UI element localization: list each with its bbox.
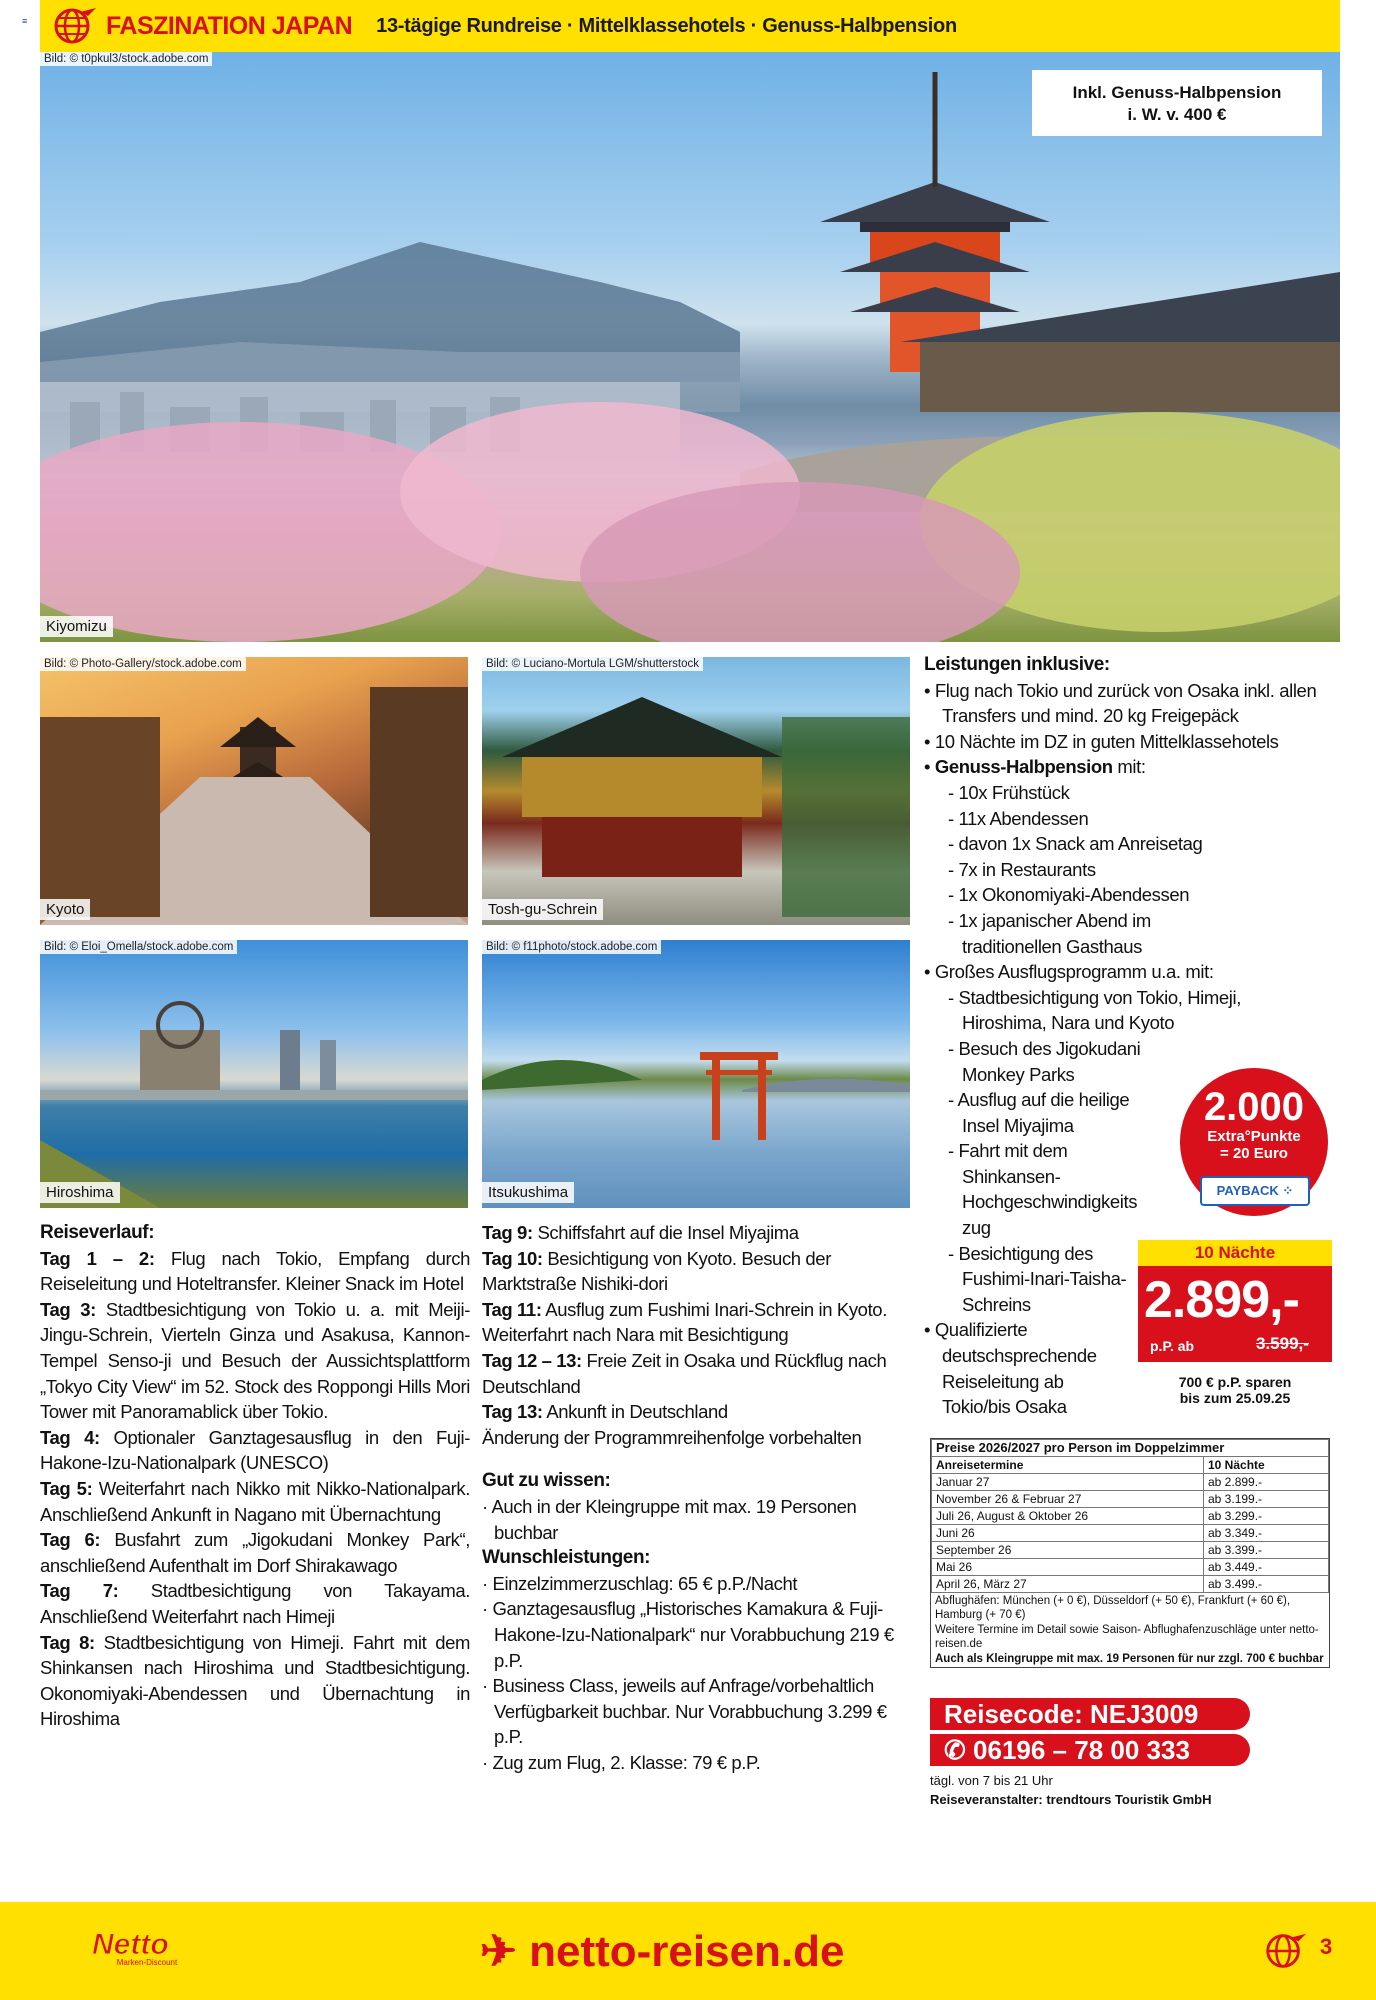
photo-credit: Bild: © f11photo/stock.adobe.com: [482, 940, 661, 954]
itinerary-day: Tag 12 – 13: Freie Zeit in Osaka und Rückflug nach Deutschland: [482, 1349, 887, 1397]
page-number: 3: [1320, 1934, 1333, 1959]
netto-logo[interactable]: Netto Marken-Discount: [92, 1928, 178, 1967]
wish-item: · Zug zum Flug, 2. Klasse: 79 € p.P.: [482, 1751, 761, 1773]
price-box: [1138, 1266, 1332, 1362]
wishes-heading: Wunschleistungen:: [482, 1547, 651, 1569]
itinerary-day: Tag 8: Stadtbesichtigung von Himeji. Fahrt mit dem Shinkansen nach Hiroshima und Stadtbesichtigung. Okonomiyaki-Abendessen und Übernachtung in Hiroshima: [40, 1631, 470, 1730]
price-value: 2.899,-: [1144, 1271, 1299, 1329]
table-row: Mai 26 ab 3.449.-: [932, 1559, 1329, 1576]
price-savings: 700 € p.P. sparen bis zum 25.09.25: [1178, 1374, 1292, 1406]
halbpension-line1: Inkl. Genuss-Halbpension: [1072, 83, 1282, 102]
opening-hours: tägl. von 7 bis 21 Uhr: [930, 1773, 1053, 1788]
itinerary-day: Tag 11: Ausflug zum Fushimi Inari-Schrein in Kyoto. Weiterfahrt nach Nara mit Besichtigung: [482, 1298, 887, 1346]
service-subitem: - 11x Abendessen: [948, 807, 1089, 829]
service-item: • Genuss-Halbpension mit:: [924, 756, 1146, 778]
photo-label: Tosh-gu-Schrein: [482, 899, 603, 920]
photo-label: Kyoto: [40, 899, 90, 920]
header-bar: [22, 0, 1340, 52]
price-table-col1: Anreisetermine: [932, 1457, 1204, 1474]
table-row: November 26 & Februar 27 ab 3.199.-: [932, 1491, 1329, 1508]
photo-credit: Bild: © Photo-Gallery/stock.adobe.com: [40, 657, 246, 671]
service-subitem: - Ausflug auf die heilige Insel Miyajima: [948, 1089, 1130, 1136]
travel-code: Reisecode: NEJ3009: [930, 1698, 1250, 1730]
service-subitem: - Stadtbesichtigung von Tokio, Himeji, Hiroshima, Nara und Kyoto: [948, 986, 1241, 1034]
photo-tosh-gu-schrein: [482, 657, 910, 925]
kyoto-illustration: [40, 657, 468, 925]
good-to-know-item: · Auch in der Kleingruppe mit max. 19 Personen buchbar: [482, 1495, 857, 1543]
service-item: • Flug nach Tokio und zurück von Osaka inkl. allen Transfers und mind. 20 kg Freigepäck: [924, 679, 1317, 727]
payback-points: 2.000: [1203, 1085, 1305, 1129]
itinerary-day: Tag 13: Ankunft in Deutschland: [482, 1401, 728, 1423]
wish-item: · Business Class, jeweils auf Anfrage/vorbehaltlich Verfügbarkeit buchbar. Nur Vorabbuchung 3.299 € p.P.: [482, 1675, 887, 1748]
itinerary-column-2: [482, 1220, 912, 1775]
service-subitem: - 1x japanischer Abend im traditionellen Gasthaus: [948, 909, 1151, 957]
service-item: • Qualifizierte deutschsprechende Reiseleitung ab Tokio/bis Osaka: [924, 1319, 1097, 1418]
itinerary-day: Tag 6: Busfahrt zum „Jigokudani Monkey Park“, anschließend Aufenthalt im Dorf Shirakawago: [40, 1529, 470, 1576]
hero-illustration: [40, 52, 1340, 642]
footer-bar: [0, 1902, 1376, 2000]
photo-kyoto: [40, 657, 468, 925]
service-subitem: - Besichtigung des Fushimi-Inari-Taisha-Schreins: [948, 1242, 1127, 1315]
table-row: Juli 26, August & Oktober 26 ab 3.299.-: [932, 1508, 1329, 1525]
table-row: April 26, März 27 ab 3.499.-: [932, 1576, 1329, 1593]
more-dates-note: Weitere Termine im Detail sowie Saison- Abflughafenzuschläge unter netto-reisen.de: [935, 1624, 1319, 1650]
service-item: • Großes Ausflugsprogramm u.a. mit:: [924, 961, 1214, 983]
itinerary-day: Tag 10: Besichtigung von Kyoto. Besuch der Marktstraße Nishiki-dori: [482, 1247, 831, 1295]
page-title: FASZINATION JAPAN: [106, 11, 353, 40]
itinerary-day: Tag 4: Optionaler Ganztagesausflug in den Fuji-Hakone-Izu-Nationalpark (UNESCO): [40, 1426, 470, 1474]
itinerary-day: Tag 7: Stadtbesichtigung von Takayama. Anschließend Weiterfahrt nach Himeji: [40, 1580, 470, 1627]
price-per-person: p.P. ab: [1150, 1338, 1195, 1354]
halbpension-line2: i. W. v. 400 €: [1127, 105, 1227, 124]
itinerary-day: Tag 1 – 2: Flug nach Tokio, Empfang durch Reiseleitung und Hoteltransfer. Kleiner Snack im Hotel: [40, 1247, 470, 1295]
photo-hiroshima: [40, 940, 468, 1208]
itinerary-column: [40, 1220, 470, 1732]
payback-line2: = 20 Euro: [1220, 1145, 1288, 1162]
photo-credit: Bild: © Luciano-Mortula LGM/shutterstock: [482, 657, 703, 671]
payback-dots-icon: ⁘: [1282, 1183, 1294, 1198]
price-table-col2: 10 Nächte: [1204, 1457, 1329, 1474]
hiroshima-illustration: [40, 940, 468, 1208]
service-subitem: - Besuch des Jigokudani Monkey Parks: [948, 1037, 1141, 1085]
service-subitem: - davon 1x Snack am Anreisetag: [948, 833, 1203, 855]
travel-icon: ✈: [480, 1927, 517, 1976]
phone-icon: ✆: [944, 1735, 966, 1765]
globe-icon: [1262, 1928, 1308, 1974]
photo-label: Itsukushima: [482, 1182, 574, 1203]
services-heading: Leistungen inklusive:: [924, 654, 1110, 675]
table-row: Januar 27 ab 2.899.-: [932, 1474, 1329, 1491]
globe-icon: [50, 2, 98, 50]
service-subitem: - 7x in Restaurants: [948, 858, 1096, 880]
payback-line1: Extra°Punkte: [1207, 1128, 1301, 1145]
tour-operator: Reiseveranstalter: trendtours Touristik GmbH: [930, 1792, 1212, 1807]
hero-image-kiyomizu: [40, 52, 1340, 642]
photo-credit: Bild: © t0pkul3/stock.adobe.com: [40, 52, 212, 66]
itinerary-day: Tag 9: Schiffsfahrt auf die Insel Miyajima: [482, 1222, 799, 1243]
service-subitem: - 10x Frühstück: [948, 781, 1070, 803]
price-nights: 10 Nächte: [1138, 1240, 1332, 1266]
table-row: Juni 26 ab 3.349.-: [932, 1525, 1329, 1542]
photo-label: Kiyomizu: [40, 616, 113, 637]
service-subitem: - Fahrt mit dem Shinkansen-Hochgeschwindigkeitszug: [948, 1140, 1138, 1239]
good-to-know-heading: Gut zu wissen:: [482, 1470, 611, 1492]
photo-itsukushima: [482, 940, 910, 1208]
change-note: Änderung der Programmreihenfolge vorbehalten: [482, 1426, 862, 1448]
table-row: September 26 ab 3.399.-: [932, 1542, 1329, 1559]
airports-note: Abflughäfen: München (+ 0 €), Düsseldorf (+ 50 €), Frankfurt (+ 60 €), Hamburg (+ 70 €): [935, 1595, 1291, 1621]
page-subtitle: 13-tägige Rundreise · Mittelklassehotels · Genuss-Halbpension: [376, 14, 957, 37]
itinerary-heading: Reiseverlauf:: [40, 1222, 155, 1243]
payback-logo: PAYBACK ⁘: [1200, 1176, 1310, 1206]
footer-url[interactable]: ✈ netto-reisen.de: [480, 1927, 845, 1976]
flag-icon: ≡: [22, 16, 28, 26]
service-item: • 10 Nächte im DZ in guten Mittelklassehotels: [924, 730, 1279, 752]
tosh-gu-illustration: [482, 657, 910, 925]
itinerary-day: Tag 3: Stadtbesichtigung von Tokio u. a. mit Meiji-Jingu-Schrein, Vierteln Ginza und Asakusa, Kannon-Tempel Senso-ji und Besuch der Aussichtsplattform „Tokyo City View“ im 52. Stock des Roppongi Hills Mori Tower mit Panoramablick über Tokio.: [40, 1298, 470, 1423]
itinerary-day: Tag 5: Weiterfahrt nach Nikko mit Nikko-Nationalpark. Anschließend Ankunft in Nagano mit Übernachtung: [40, 1477, 470, 1525]
wish-item: · Ganztagesausflug „Historisches Kamakura & Fuji-Hakone-Izu-Nationalpark“ nur Vorabbuchung 219 € p.P.: [482, 1598, 894, 1671]
itsukushima-illustration: [482, 940, 910, 1208]
service-subitem: - 1x Okonomiyaki-Abendessen: [948, 884, 1190, 906]
halbpension-badge: [1032, 70, 1322, 136]
price-table-title: Preise 2026/2027 pro Person im Doppelzimmer: [932, 1440, 1329, 1457]
price-table: [930, 1438, 1330, 1668]
wish-item: · Einzelzimmerzuschlag: 65 € p.P./Nacht: [482, 1572, 798, 1594]
group-note: Auch als Kleingruppe mit max. 19 Personen für nur zzgl. 700 € buchbar: [935, 1653, 1324, 1665]
photo-credit: Bild: © Eloi_Omella/stock.adobe.com: [40, 940, 237, 954]
price-old: 3.599,-: [1256, 1334, 1309, 1353]
photo-label: Hiroshima: [40, 1182, 120, 1203]
phone-number[interactable]: ✆ 06196 – 78 00 333: [930, 1734, 1250, 1766]
